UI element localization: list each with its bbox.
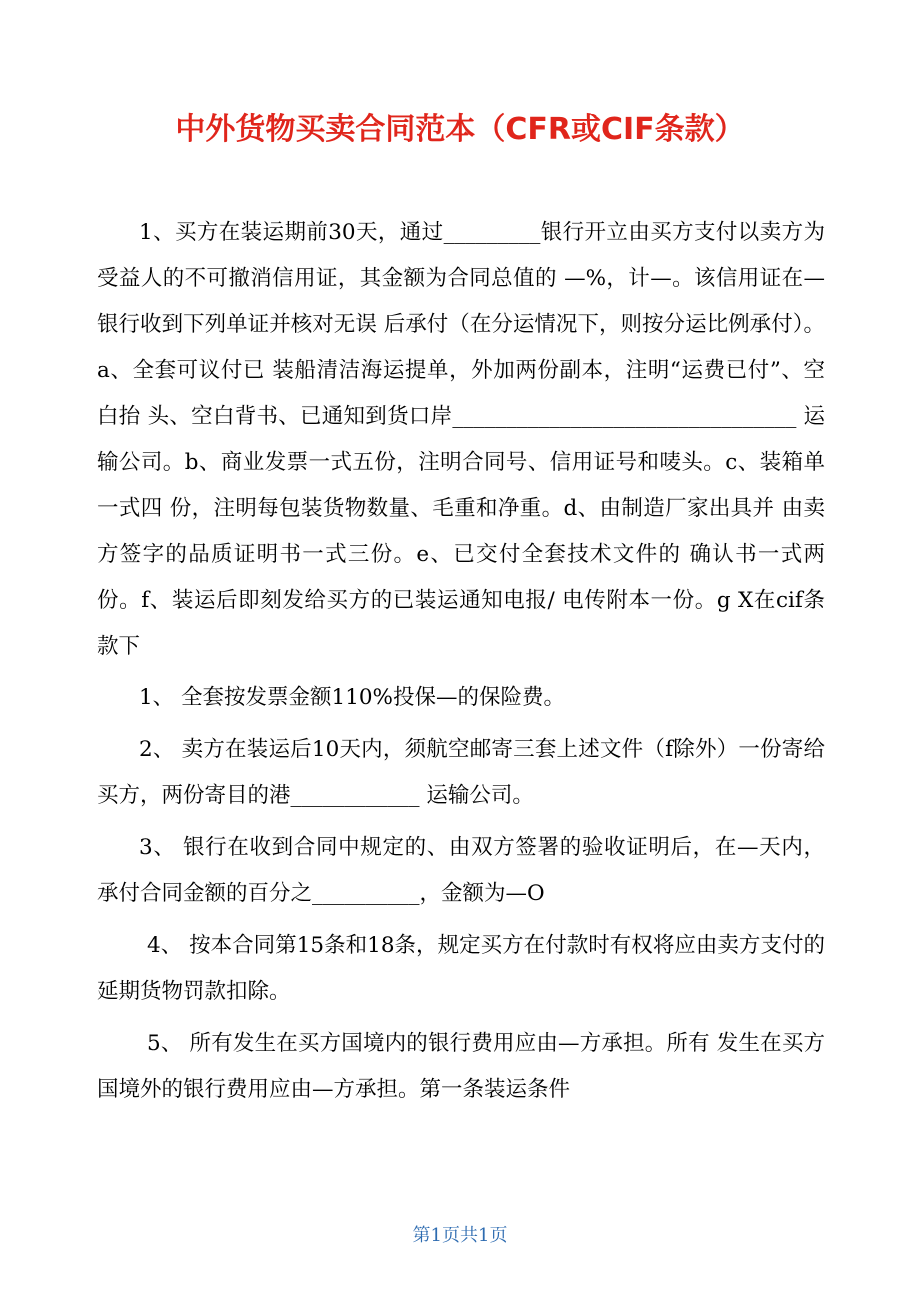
paragraph-5 bbox=[97, 923, 825, 1015]
paragraph-1 bbox=[97, 210, 825, 670]
paragraph-text: 3、 银行在收到合同中规定的、由双方签署的验收证明后，在—天内，承付合同金额的百分之 bbox=[97, 835, 825, 906]
paragraph-text: 1、 全套按发票金额110%投保—的保险费。 bbox=[139, 685, 565, 710]
fill-in-blank: __________ bbox=[312, 881, 420, 906]
fill-in-blank: ____________ bbox=[290, 783, 420, 808]
paragraph-text: 银行开立由买方支付以卖方为受益人的不可撤消信用证，其金额为合同总值的 —%，计—。该信用证在—银行收到下列单证并核对无误 后承付（在分运情况下，则按分运比例承付）。a、全套可议付已 装船清洁海运提单，外加两份副本，注明“运费已付”、空白抬 头、空白背书、已通知到货口岸 bbox=[97, 220, 825, 429]
fill-in-blank: _________ bbox=[443, 220, 541, 245]
document-body bbox=[97, 210, 825, 1113]
paragraph-4 bbox=[97, 825, 825, 917]
paragraph-text: 1、买方在装运期前30天，通过 bbox=[139, 220, 444, 245]
paragraph-text: 运输公司。b、商业发票一式五份，注明合同号、信用证号和唛头。c、装箱单一式四 份，注明每包装货物数量、毛重和净重。d、由制造厂家出具并 由卖方签字的品质证明书一式三份。e、已交付全套技术文件的 确认书一式两份。f、装运后即刻发给买方的已装运通知电报/ 电传附本一份。g X在cif条款下 bbox=[97, 404, 825, 659]
document-title: 中外货物买卖合同范本（CFR或CIF条款） bbox=[175, 112, 745, 147]
page-footer: 第1页共1页 bbox=[412, 1225, 508, 1246]
paragraph-text: 2、 卖方在装运后10天内，须航空邮寄三套上述文件（f除外）一份寄给买方，两份寄目的港 bbox=[97, 737, 825, 808]
paragraph-3 bbox=[97, 727, 825, 819]
paragraph-text: 运输公司。 bbox=[419, 783, 534, 808]
paragraph-6 bbox=[97, 1021, 825, 1113]
paragraph-text: 5、 所有发生在买方国境内的银行费用应由—方承担。所有 发生在买方国境外的银行费用应由—方承担。第一条装运条件 bbox=[97, 1031, 825, 1102]
fill-in-blank: ________________________________ bbox=[452, 404, 797, 429]
paragraph-text: 4、 按本合同第15条和18条，规定买方在付款时有权将应由卖方支付的延期货物罚款扣除。 bbox=[97, 933, 825, 1004]
paragraph-2 bbox=[97, 675, 825, 721]
paragraph-text: ，金额为—O bbox=[419, 881, 545, 906]
